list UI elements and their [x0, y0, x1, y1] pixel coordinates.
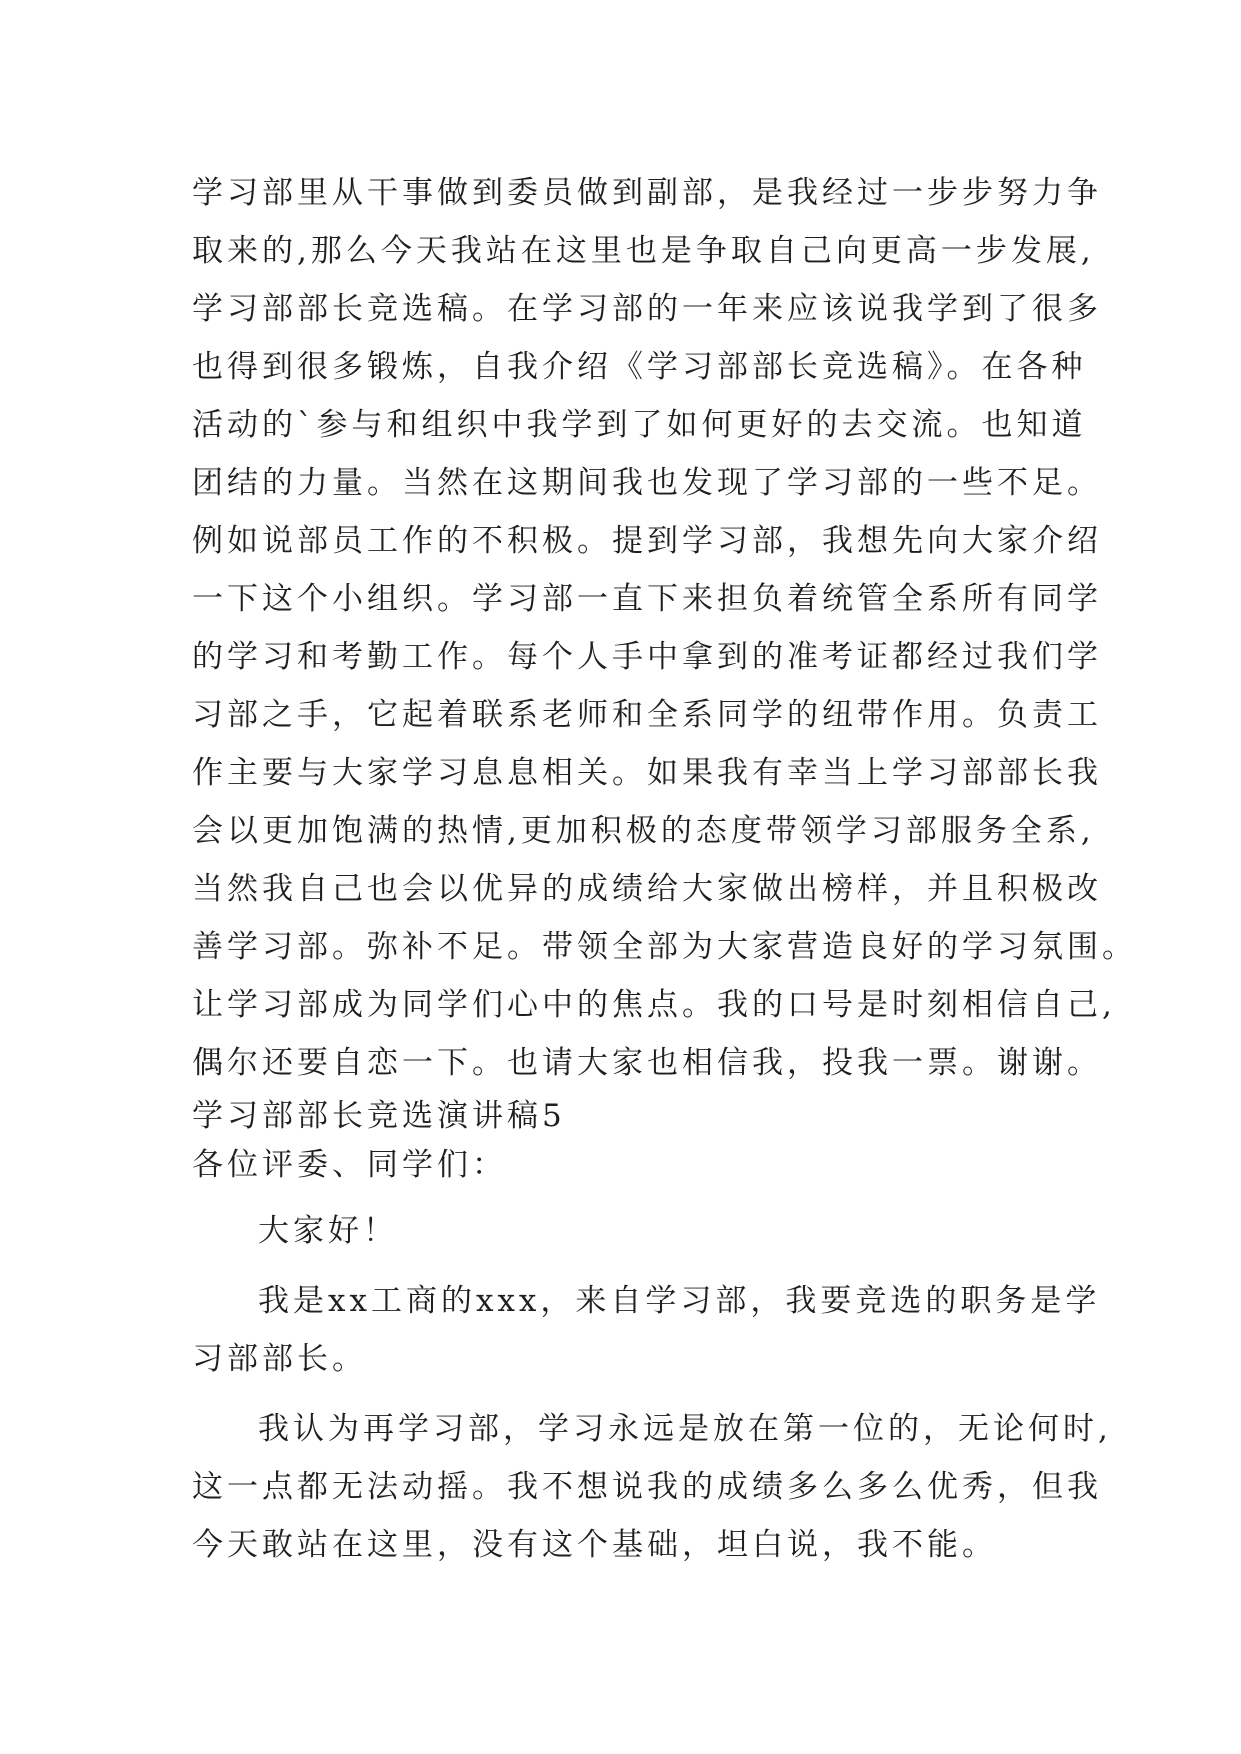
body-line: 活动的`参与和组织中我学到了如何更好的去交流。也知道	[192, 407, 1087, 443]
paragraph-line: 这一点都无法动摇。我不想说我的成绩多么多么优秀，但我	[192, 1469, 1102, 1505]
body-line: 会以更加饱满的热情,更加积极的态度带领学习部服务全系,	[192, 813, 1095, 849]
body-line: 偶尔还要自恋一下。也请大家也相信我，投我一票。谢谢。	[192, 1045, 1102, 1081]
salutation: 各位评委、同学们：	[192, 1147, 507, 1183]
greeting: 大家好！	[258, 1213, 398, 1249]
document-body	[192, 164, 1137, 1574]
body-line: 当然我自己也会以优异的成绩给大家做出榜样，并且积极改	[192, 871, 1102, 907]
body-line: 作主要与大家学习息息相关。如果我有幸当上学习部部长我	[192, 755, 1102, 791]
body-line: 也得到很多锻炼，自我介绍《学习部部长竞选稿》。在各种	[192, 349, 1087, 385]
body-line: 学习部部长竞选稿。在学习部的一年来应该说我学到了很多	[192, 291, 1102, 327]
body-line: 团结的力量。当然在这期间我也发现了学习部的一些不足。	[192, 465, 1102, 501]
body-line: 习部之手，它起着联系老师和全系同学的纽带作用。负责工	[192, 697, 1102, 733]
body-line: 善学习部。弥补不足。带领全部为大家营造良好的学习氛围。	[192, 929, 1137, 965]
section-title: 学习部部长竞选演讲稿5	[192, 1098, 566, 1134]
paragraph-line: 我是xx工商的xxx，来自学习部，我要竞选的职务是学	[258, 1283, 1101, 1319]
paragraph-line: 今天敢站在这里，没有这个基础，坦白说，我不能。	[192, 1527, 997, 1563]
body-line: 学习部里从干事做到委员做到副部，是我经过一步步努力争	[192, 175, 1102, 211]
body-line: 让学习部成为同学们心中的焦点。我的口号是时刻相信自己,	[192, 987, 1116, 1023]
paragraph-line: 习部部长。	[192, 1341, 367, 1377]
body-line: 例如说部员工作的不积极。提到学习部，我想先向大家介绍	[192, 523, 1102, 559]
body-line: 一下这个小组织。学习部一直下来担负着统管全系所有同学	[192, 581, 1102, 617]
body-line: 取来的,那么今天我站在这里也是争取自己向更高一步发展,	[192, 233, 1095, 269]
paragraph-line: 我认为再学习部，学习永远是放在第一位的，无论何时,	[258, 1411, 1112, 1447]
body-line: 的学习和考勤工作。每个人手中拿到的准考证都经过我们学	[192, 639, 1102, 675]
